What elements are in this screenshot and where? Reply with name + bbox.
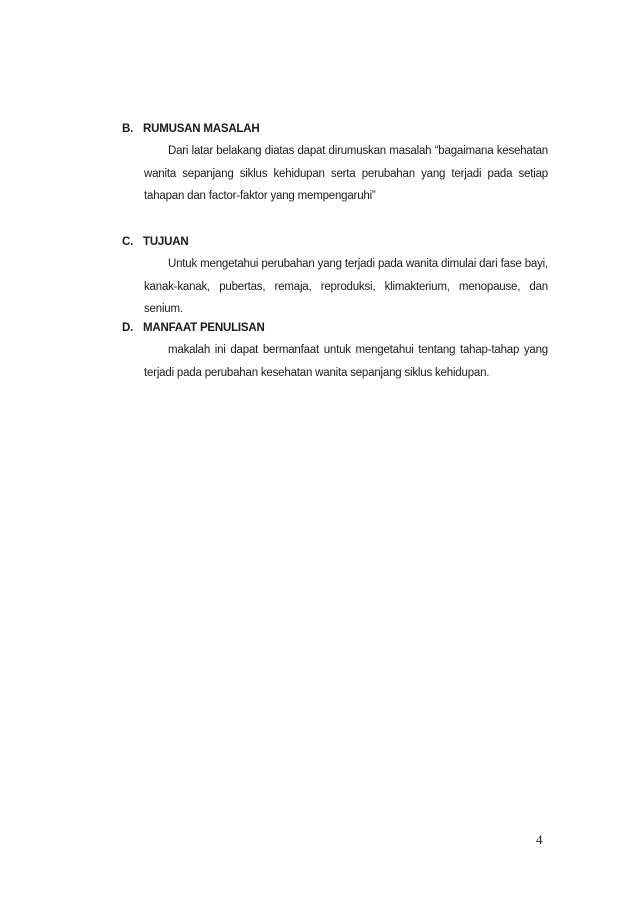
section-heading — [122, 121, 548, 137]
section-text: Dari latar belakang diatas dapat dirumuskan masalah “bagaimana kesehatan wanita sepanjang siklus kehidupan serta perubahan yang terjadi pada setiap tahapan dan factor-faktor yang mempengaruhi” — [144, 145, 548, 202]
section-letter: C. — [122, 236, 134, 248]
section-heading — [122, 234, 548, 250]
section-manfaat-penulisan — [122, 320, 548, 384]
section-heading — [122, 320, 548, 336]
section-paragraph — [122, 140, 548, 208]
page-number: 4 — [536, 832, 543, 847]
section-letter: B. — [122, 123, 134, 135]
section-title: TUJUAN — [143, 236, 189, 248]
section-rumusan-masalah — [122, 121, 548, 208]
section-title: RUMUSAN MASALAH — [143, 123, 260, 135]
section-title: MANFAAT PENULISAN — [143, 322, 265, 334]
section-text: Untuk mengetahui perubahan yang terjadi pada wanita dimulai dari fase bayi, kanak-kanak, pubertas, remaja, reproduksi, klimakterium, menopause, dan senium. — [144, 258, 548, 315]
section-tujuan — [122, 234, 548, 321]
section-paragraph — [122, 339, 548, 384]
section-paragraph — [122, 253, 548, 321]
section-text: makalah ini dapat bermanfaat untuk mengetahui tentang tahap-tahap yang terjadi pada perubahan kesehatan wanita sepanjang siklus kehidupan. — [144, 344, 548, 379]
section-letter: D. — [122, 322, 134, 334]
